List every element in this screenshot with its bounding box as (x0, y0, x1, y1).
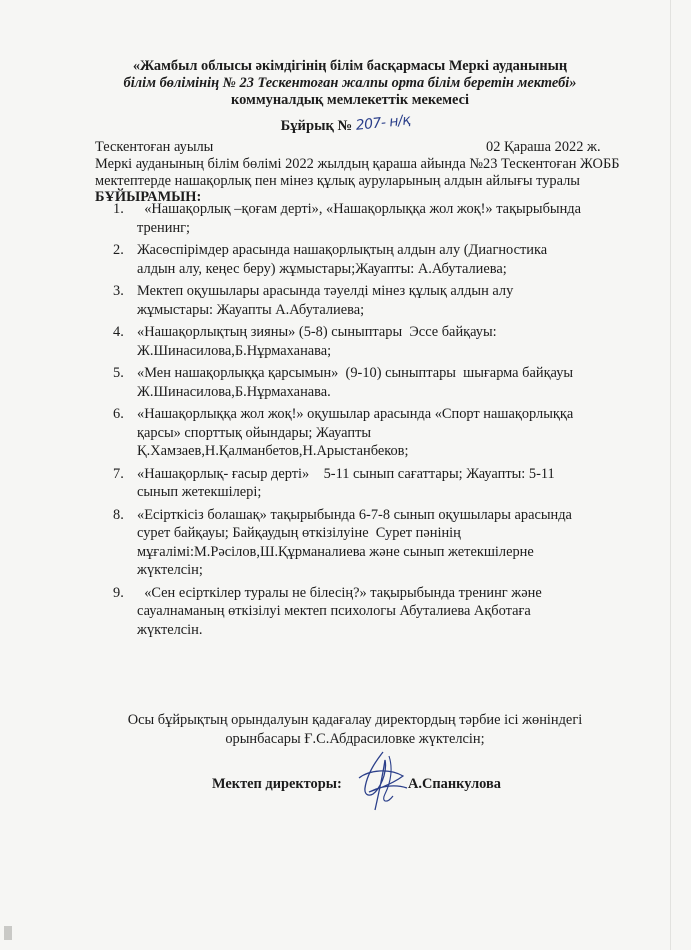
director-name: А.Спанкулова (408, 776, 501, 792)
order-item-number: 9. (113, 584, 124, 601)
order-item-line: Ж.Шинасилова,Б.Нұрмаханава; (137, 342, 332, 359)
order-item-number: 1. (113, 201, 124, 217)
order-item-line: сынып жетекшілері; (137, 484, 262, 500)
scan-edge-mark (4, 926, 12, 940)
order-item-line: Қ.Хамзаев,Н.Қалманбетов,Н.Арыстанбеков; (137, 443, 409, 459)
decree-word: БҰЙЫРАМЫН: (95, 189, 202, 206)
order-item-number: 8. (113, 506, 124, 523)
scan-edge-line (670, 0, 671, 950)
order-item-text (137, 465, 637, 502)
order-item-text (137, 364, 637, 401)
order-date: 02 Қараша 2022 ж. (486, 139, 601, 155)
order-item-line: «Нашақорлыққа жол жоқ!» оқушылар арасында «Спорт нашақорлыққа (137, 406, 574, 422)
order-item-text (137, 584, 637, 640)
order-item-line: «Нашақорлықтың зияны» (5-8) сыныптары Эссе байқауы: (137, 324, 497, 340)
order-item-text (137, 405, 637, 461)
order-item-line: сурет байқауы; Байқаудың өткізілуіне Сурет пәнінің (137, 525, 461, 541)
order-item-line: сауалнаманың өткізілуі мектеп психологы Абуталиева Ақботаға (137, 603, 531, 619)
order-item-text (137, 241, 637, 278)
header-line-3: коммуналдық мемлекеттік мекемесі (231, 92, 469, 108)
order-item-text (137, 323, 637, 360)
order-item-line: жүктелсін; (137, 562, 203, 578)
order-item-line: Ж.Шинасилова,Б.Нұрмаханава. (137, 383, 331, 400)
handwritten-signature (345, 748, 415, 816)
order-item-line: «Нашақорлық- ғасыр дерті» 5-11 сынып сағаттары; Жауапты: 5-11 (137, 465, 555, 482)
order-title (0, 112, 691, 135)
director-role: Мектеп директоры: (212, 776, 342, 792)
order-item-text (137, 282, 637, 319)
order-item-number: 2. (113, 242, 124, 258)
order-item-line: «Мен нашақорлыққа қарсымын» (9-10) сыныптары шығарма байқауы (137, 365, 574, 381)
order-item-line: қарсы» спорттық ойындары; Жауапты (137, 424, 372, 441)
order-item-number: 6. (113, 406, 124, 422)
header-line-2: білім бөлімінің № 23 Тескентоған жалпы орта білім беретін мектебі» (123, 75, 577, 91)
order-item-number: 5. (113, 365, 124, 381)
order-item-line: алдын алу, кеңес беру) жұмыстары;Жауапты: А.Абуталиева; (137, 260, 507, 277)
order-item-line: жұмыстары: Жауапты А.Абуталиева; (137, 301, 365, 318)
order-item-line: Мектеп оқушылары арасында тәуелді мінез құлық алдын алу (137, 283, 514, 299)
header-line-1: «Жамбыл облысы әкімдігінің білім басқармасы Меркі ауданының (132, 58, 568, 74)
order-item-line: «Нашақорлық –қоғам дерті», «Нашақорлыққа жол жоқ!» тақырыбында (137, 201, 581, 217)
order-label: Бұйрық № (280, 118, 353, 134)
order-item-line: «Сен есірткілер туралы не білесің?» тақырыбында тренинг және (137, 584, 542, 601)
footer-line-1: Осы бұйрықтың орындалуын қадағалау директордың тәрбие ісі жөніндегі (127, 712, 583, 728)
intro-paragraph (95, 156, 630, 206)
document-header (70, 58, 630, 109)
order-item-line: тренинг; (137, 219, 191, 236)
order-item-number: 4. (113, 324, 124, 340)
footer-line-2: орынбасары Ғ.С.Абдрасиловке жүктелсін; (225, 730, 485, 747)
order-item-number: 3. (113, 283, 124, 299)
order-item-number: 7. (113, 465, 124, 482)
order-item-line: мұғалімі:М.Рәсілов,Ш.Құрманалиева және сынып жетекшілерне (137, 543, 534, 560)
footer-paragraph (70, 711, 640, 748)
intro-text: Меркі ауданының білім бөлімі 2022 жылдың қараша айында №23 Тескентоған ЖОББ мектептерде нашақорлық пен мінез құлық ауруларының алдын айлығы туралы (95, 156, 620, 189)
order-item-line: «Есірткісіз болашақ» тақырыбында 6-7-8 сынып оқушылары арасында (137, 506, 572, 523)
order-number-handwritten: 207- н/қ (354, 112, 411, 134)
order-item-text (137, 200, 637, 237)
order-item-line: жүктелсін. (137, 621, 203, 638)
order-item-text (137, 506, 637, 580)
order-item-line: Жасөспірімдер арасында нашақорлықтың алдын алу (Диагностика (137, 242, 548, 258)
place-name: Тескентоған ауылы (95, 139, 214, 155)
